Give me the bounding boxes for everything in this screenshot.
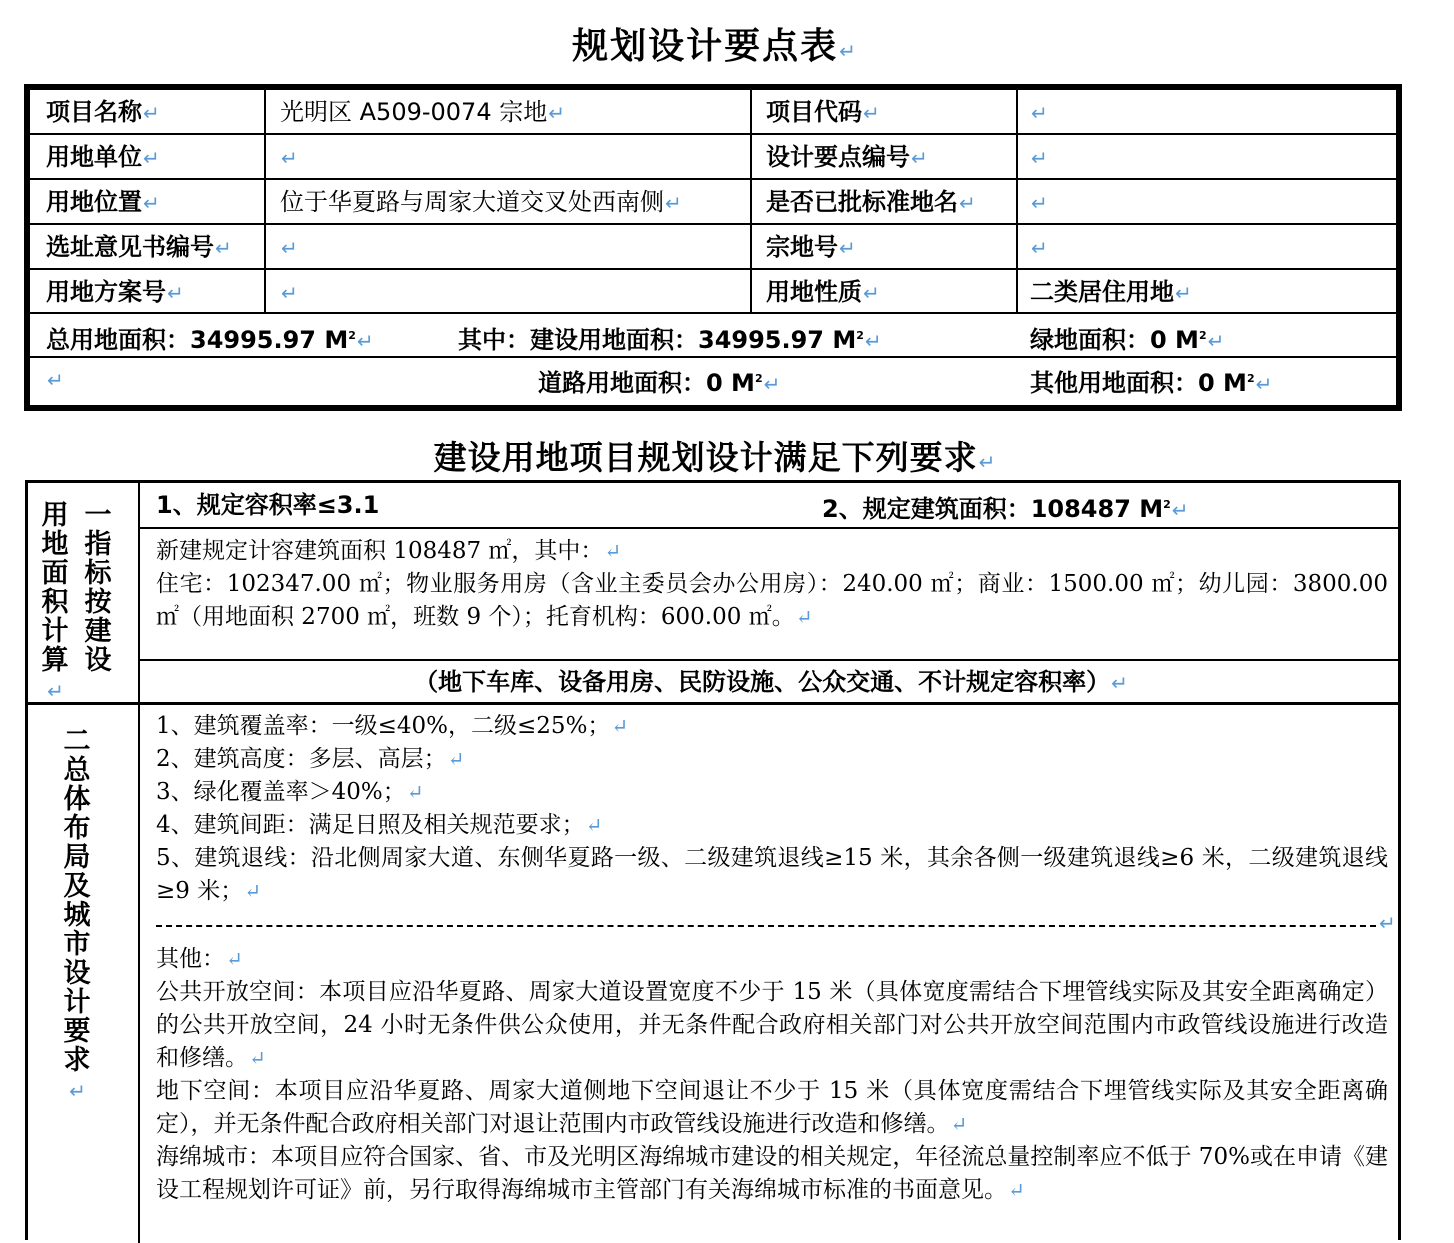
project-code-label: 项目代码↵: [766, 98, 880, 126]
parcel-no-value: ↵: [1031, 236, 1048, 260]
underground-text: 地下空间：本项目应沿华夏路、周家大道侧地下空间退让不少于 15 米（具体宽度需结合下埋管线实际及其安全距离确定），并无条件配合政府相关部门对退让范围内市政管线设施进行改造和修缮。↵: [156, 1078, 1388, 1137]
requirements-table: [25, 480, 1401, 1240]
excluded-note: （地下车库、设备用房、民防设施、公众交通、不计规定容积率）↵: [414, 668, 1128, 696]
road-area: 道路用地面积：0 $M^2↵$: [538, 369, 781, 397]
design-points-no-label: 设计要点编号↵: [766, 143, 928, 171]
separator-mark: ↵: [1379, 911, 1396, 935]
gfa-breakdown: 新建规定计容建筑面积 108487 ㎡，其中：↵ 住宅：102347.00 ㎡；物业服务用房（含业主委员会办公用房）：240.00 ㎡；商业：1500.00 ㎡；幼儿园：3800.00 ㎡（用地面积 2700 ㎡，班数 9 个）；托育机构：600.00 ㎡。↵: [156, 538, 1388, 630]
project-name-label: 项目名称↵: [46, 98, 160, 126]
list-item: 4、建筑间距：满足日照及相关规范要求；↵: [156, 812, 603, 838]
approved-name-label: 是否已批标准地名↵: [766, 188, 976, 216]
green-area: 绿地面积：0 $M^2↵$: [1030, 326, 1225, 354]
public-space-text: 公共开放空间：本项目应沿华夏路、周家大道设置宽度不少于 15 米（具体宽度需结合下埋管线实际及其安全距离确定）的公共开放空间，24 小时无条件供公众使用，并无条件配合政府相关部门对公共开放空间范围内市政管线设施进行改造和修缮。↵: [156, 979, 1388, 1071]
land-plan-no-label: 用地方案号↵: [46, 278, 184, 306]
other-area: 其他用地面积：0 $M^2↵$: [1030, 369, 1273, 397]
section2-label: 二总体布局及城市设计要求↵: [63, 726, 91, 1103]
layout-requirements: [156, 710, 1388, 908]
parcel-no-label: 宗地号↵: [766, 233, 856, 261]
sponge-city-text: 海绵城市：本项目应符合国家、省、市及光明区海绵城市建设的相关规定，年径流总量控制率应不低于 70%或在申请《建设工程规划许可证》前，另行取得海绵城市主管部门有关海绵城市标准的书面意见。↵: [156, 1144, 1388, 1203]
land-plan-no-value: ↵: [281, 281, 298, 305]
design-points-no-value: ↵: [1031, 146, 1048, 170]
dashed-separator: [156, 925, 1376, 927]
land-location-label: 用地位置↵: [46, 188, 160, 216]
project-code-value: ↵: [1031, 101, 1048, 125]
land-nature-value: 二类居住用地↵: [1030, 278, 1192, 306]
page-title: 规划设计要点表↵: [572, 26, 858, 67]
section1-label-left: 用地面积计算↵: [41, 500, 69, 703]
list-item: 3、绿化覆盖率＞40%；↵: [156, 779, 424, 805]
section1-label-right: 一指标按建设: [84, 500, 112, 676]
site-opinion-no-label: 选址意见书编号↵: [46, 233, 232, 261]
land-unit-value: ↵: [281, 146, 298, 170]
total-area: 总用地面积：34995.97 $M^2↵$: [46, 326, 374, 354]
row7-mark: ↵: [47, 368, 64, 392]
list-item: 1、建筑覆盖率：一级≤40%，二级≤25%；↵: [156, 713, 629, 739]
gfa-requirement: 2、规定建筑面积：108487 $M^2↵$: [822, 495, 1189, 523]
project-name-value: 光明区 A509-0074 宗地↵: [280, 98, 565, 126]
approved-name-value: ↵: [1031, 191, 1048, 215]
land-unit-label: 用地单位↵: [46, 143, 160, 171]
list-item: 5、建筑退线：沿北侧周家大道、东侧华夏路一级、二级建筑退线≥15 米，其余各侧一级建筑退线≥6 米，二级建筑退线≥9 米；↵: [156, 845, 1388, 904]
requirements-title: 建设用地项目规划设计满足下列要求↵: [433, 438, 997, 477]
list-item: 2、建筑高度：多层、高层；↵: [156, 746, 465, 772]
other-requirements: 其他：↵ 公共开放空间：本项目应沿华夏路、周家大道设置宽度不少于 15 米（具体宽度需结合下埋管线实际及其安全距离确定）的公共开放空间，24 小时无条件供公众使用，并无条件配合政府相关部门对公共开放空间范围内市政管线设施进行改造和修缮。↵ 地下空间：本项目应沿华夏路、周家大道侧地下空间退让不少于 15 米（具体宽度需结合下埋管线实际及其安全距离确定），并无条件配合政府相关部门对退让范围内市政管线设施进行改造和修缮。↵ 海绵城市：本项目应符合国家、省、市及光明区海绵城市建设的相关规定，年径流总量控制率应不低于 70%或在申请《建设工程规划许可证》前，另行取得海绵城市主管部门有关海绵城市标准的书面意见。↵: [156, 943, 1388, 1207]
land-nature-label: 用地性质↵: [766, 278, 880, 306]
land-location-value: 位于华夏路与周家大道交叉处西南侧↵: [280, 188, 682, 216]
project-info-table: [24, 84, 1402, 411]
site-opinion-no-value: ↵: [281, 236, 298, 260]
far-requirement: 1、规定容积率≤3.1: [156, 491, 380, 519]
construction-area: 其中：建设用地面积：34995.97 $M^2↵$: [458, 326, 882, 354]
